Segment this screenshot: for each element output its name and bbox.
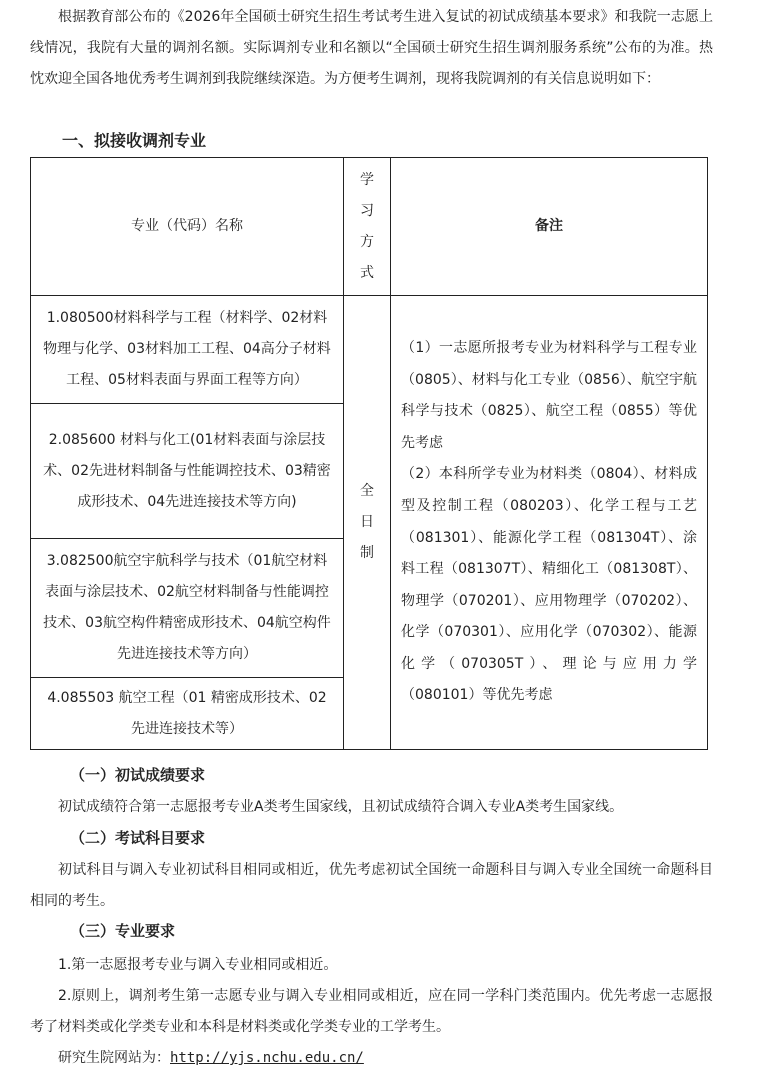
- header-mode-char: 学: [360, 171, 374, 188]
- header-mode-char: 习: [360, 202, 374, 219]
- note-1: （1）一志愿所报考专业为材料科学与工程专业（0805）、材料与化工专业（0856）、航空宇航科学与技术（0825）、航空工程（0855）等优先考虑: [401, 339, 697, 451]
- header-mode-char: 式: [360, 264, 374, 281]
- header-mode-char: 方: [360, 233, 374, 250]
- subsection-title-subjects: （二）考试科目要求: [70, 829, 206, 847]
- subsection-title-initial-score: （一）初试成绩要求: [70, 766, 206, 784]
- intro-paragraph: 根据教育部公布的《2026年全国硕士研究生招生考试考生进入复试的初试成绩基本要求》和我院一志愿上线情况，我院有大量的调剂名额。实际调剂专业和名额以“全国硕士研究生招生调剂服务系统”公布的为准。热忱欢迎全国各地优秀考生调剂到我院继续深造。为方便考生调剂，现将我院调剂的有关信息说明如下：: [30, 9, 713, 87]
- header-note: 备注: [391, 158, 708, 296]
- notes-cell: [391, 296, 708, 750]
- mode-char: 日: [360, 514, 374, 530]
- website-label: 研究生院网站为：: [58, 1050, 170, 1066]
- majors-table: [30, 157, 708, 750]
- subjects-text: 初试科目与调入专业初试科目相同或相近，优先考虑初试全国统一命题科目与调入专业全国统一命题科目相同的考生。: [30, 862, 713, 909]
- note-2: （2）本科所学专业为材料类（0804）、材料成型及控制工程（080203）、化学工程与工艺（081301）、能源化学工程（081304T）、涂料工程（081307T）、精细化工（081308T）、物理学（070201）、应用物理学（070202）、化学（070301）、应用化学（070302）、能源化学（070305T）、理论与应用力学（080101）等优先考虑: [401, 466, 697, 704]
- website-link[interactable]: http://yjs.nchu.edu.cn/: [170, 1050, 364, 1066]
- subsection-title-major-req: （三）专业要求: [70, 922, 176, 940]
- section-title-majors: 一、拟接收调剂专业: [62, 131, 207, 150]
- initial-score-text: 初试成绩符合第一志愿报考专业A类考生国家线，且初试成绩符合调入专业A类考生国家线。: [58, 799, 624, 815]
- major-row-3: 3.082500航空宇航科学与技术（01航空材料表面与涂层技术、02航空材料制备与性能调控技术、03航空构件精密成形技术、04航空构件先进连接技术等方向）: [31, 539, 344, 678]
- header-study-mode: [344, 158, 391, 296]
- major-row-1: 1.080500材料科学与工程（材料学、02材料物理与化学、03材料加工工程、04高分子材料工程、05材料表面与界面工程等方向）: [31, 296, 344, 404]
- mode-char: 制: [360, 545, 374, 561]
- study-mode-cell: [344, 296, 391, 750]
- major-row-4: 4.085503 航空工程（01 精密成形技术、02先进连接技术等）: [31, 678, 344, 750]
- website-line: [58, 1043, 713, 1074]
- major-req-item-2: 2.原则上，调剂考生第一志愿专业与调入专业相同或相近，应在同一学科门类范围内。优先考虑一志愿报考了材料类或化学类专业和本科是材料类或化学类专业的工学考生。: [30, 988, 713, 1035]
- header-major: 专业（代码）名称: [31, 158, 344, 296]
- major-row-2: 2.085600 材料与化工(01材料表面与涂层技术、02先进材料制备与性能调控技术、03精密成形技术、04先进连接技术等方向): [31, 404, 344, 539]
- major-req-item-1: 1.第一志愿报考专业与调入专业相同或相近。: [58, 957, 338, 973]
- mode-char: 全: [360, 483, 374, 499]
